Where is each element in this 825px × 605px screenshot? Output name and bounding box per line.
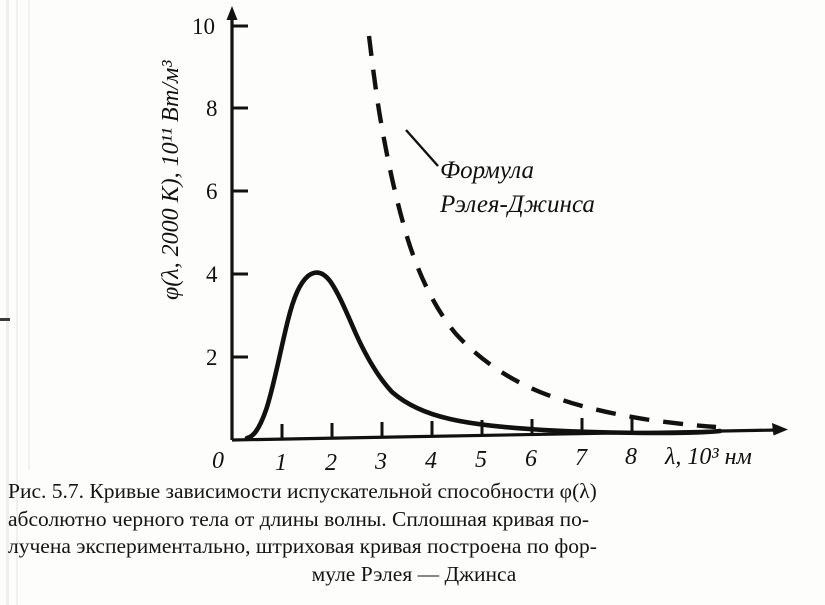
scan-artifact-strip xyxy=(28,0,30,470)
y-ticklabel: 10 xyxy=(192,14,215,39)
annotation-leader-line xyxy=(406,130,438,166)
x-ticklabel: 7 xyxy=(575,445,587,471)
origin-label: 0 xyxy=(212,448,224,474)
scan-artifact-mark xyxy=(0,318,10,321)
y-ticklabel: 8 xyxy=(206,96,218,121)
series-rayleigh-jeans-dashed xyxy=(369,36,716,427)
x-ticklabel: 6 xyxy=(525,446,537,472)
caption-line: муле Рэлея — Джинса xyxy=(311,561,517,586)
x-ticklabel: 3 xyxy=(375,449,387,475)
y-ticklabel: 2 xyxy=(206,345,218,370)
annotation-line-1: Формула xyxy=(440,157,534,184)
x-axis-label: λ, 10³ нм xyxy=(665,444,752,470)
y-axis-tick-labels xyxy=(192,14,218,370)
x-ticklabel: 5 xyxy=(475,447,487,473)
series-experimental-solid xyxy=(247,273,720,438)
x-ticklabel: 8 xyxy=(625,444,637,470)
caption-line: лучена экспериментально, штриховая кривая построена по фор- xyxy=(8,534,597,559)
rayleigh-jeans-annotation xyxy=(439,157,595,218)
caption-line: абсолютно черного тела от длины волны. Сплошная кривая по- xyxy=(8,506,590,531)
x-axis-tick-labels xyxy=(275,444,637,476)
y-axis-ticks xyxy=(232,26,248,357)
annotation-line-2: Рэлея-Джинса xyxy=(440,191,595,218)
x-ticklabel: 2 xyxy=(325,450,337,476)
y-ticklabel: 6 xyxy=(206,179,218,204)
y-axis-label: φ(λ, 2000 K), 10¹¹ Вт/м³ xyxy=(158,60,184,300)
y-ticklabel: 4 xyxy=(206,262,218,287)
x-ticklabel: 4 xyxy=(425,448,437,474)
x-axis-arrowhead xyxy=(772,423,788,436)
chart-plot-area xyxy=(120,0,820,480)
figure-caption xyxy=(8,478,820,588)
caption-line: Рис. 5.7. Кривые зависимости испускательной способности φ(λ) xyxy=(8,479,597,503)
figure-chart xyxy=(120,0,820,480)
y-axis-arrowhead xyxy=(227,6,238,20)
x-ticklabel: 1 xyxy=(275,450,287,476)
